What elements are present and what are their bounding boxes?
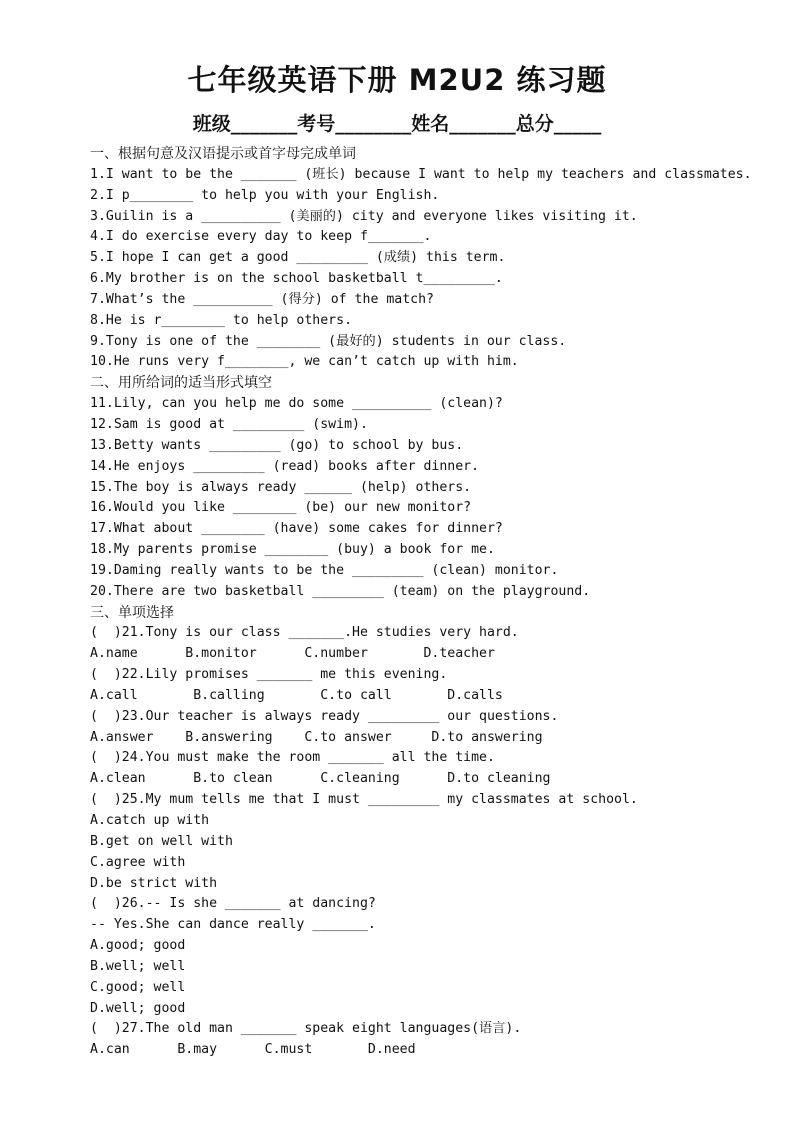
question-line: ( )26.-- Is she _______ at dancing? xyxy=(90,896,376,912)
question-line: 9.Tony is one of the ________ (最好的) students in our class. xyxy=(90,333,567,349)
question-line: 20.There are two basketball _________ (team) on the playground. xyxy=(90,583,591,599)
question-line: 7.What’s the __________ (得分) of the match? xyxy=(90,291,434,307)
option-line: D.be strict with xyxy=(90,875,218,891)
question-line: 2.I p________ to help you with your English. xyxy=(90,187,440,203)
question-line: 13.Betty wants _________ (go) to school by bus. xyxy=(90,437,464,453)
question-line: ( )22.Lily promises _______ me this evening. xyxy=(90,667,448,683)
option-line: C.agree with xyxy=(90,854,186,870)
question-line: 14.He enjoys _________ (read) books after dinner. xyxy=(90,458,480,474)
options-line: A.call B.calling C.to call D.calls xyxy=(90,687,503,703)
option-line: C.good; well xyxy=(90,979,186,995)
question-line: 19.Daming really wants to be the _________ (clean) monitor. xyxy=(90,562,559,578)
question-line: ( )25.My mum tells me that I must _________ my classmates at school. xyxy=(90,792,638,808)
question-line: ( )24.You must make the room _______ all the time. xyxy=(90,750,495,766)
question-line: ( )23.Our teacher is always ready _________ our questions. xyxy=(90,708,559,724)
question-line: 17.What about ________ (have) some cakes for dinner? xyxy=(90,521,503,537)
question-line: 16.Would you like ________ (be) our new monitor? xyxy=(90,500,472,516)
question-line: 5.I hope I can get a good _________ (成绩) this term. xyxy=(90,250,506,266)
question-line: 11.Lily, can you help me do some __________ (clean)? xyxy=(90,396,503,412)
question-line: -- Yes.She can dance really _______. xyxy=(90,917,376,933)
question-line: 4.I do exercise every day to keep f_______. xyxy=(90,229,432,245)
section-heading: 三、单项选择 xyxy=(90,604,174,621)
page-title: 七年级英语下册 M2U2 练习题 xyxy=(187,63,607,97)
section-heading: 一、根据句意及汉语提示或首字母完成单词 xyxy=(90,146,356,162)
options-line: A.can B.may C.must D.need xyxy=(90,1042,416,1058)
question-line: ( )27.The old man _______ speak eight languages(语言). xyxy=(90,1021,522,1037)
options-line: A.clean B.to clean C.cleaning D.to cleaning xyxy=(90,771,551,787)
student-info-line: 班级_______考号________姓名_______总分_____ xyxy=(192,113,602,135)
question-line: 3.Guilin is a __________ (美丽的) city and everyone likes visiting it. xyxy=(90,208,638,224)
question-line: 15.The boy is always ready ______ (help) others. xyxy=(90,479,472,495)
question-line: 12.Sam is good at _________ (swim). xyxy=(90,416,368,432)
option-line: B.get on well with xyxy=(90,833,233,849)
worksheet-body xyxy=(90,144,770,1061)
section-heading: 二、用所给词的适当形式填空 xyxy=(90,375,272,392)
question-line: 6.My brother is on the school basketball t_________. xyxy=(90,271,503,287)
option-line: A.good; good xyxy=(90,938,186,954)
question-line: 1.I want to be the _______ (班长) because I want to help my teachers and classmates. xyxy=(90,166,752,182)
option-line: B.well; well xyxy=(90,958,186,974)
question-line: 10.He runs very f________, we can’t catch up with him. xyxy=(90,354,519,370)
option-line: A.catch up with xyxy=(90,813,210,828)
options-line: A.answer B.answering C.to answer D.to answering xyxy=(90,729,543,745)
option-line: D.well; good xyxy=(90,1000,186,1016)
question-line: ( )21.Tony is our class _______.He studies very hard. xyxy=(90,625,519,641)
options-line: A.name B.monitor C.number D.teacher xyxy=(90,646,495,662)
question-line: 18.My parents promise ________ (buy) a book for me. xyxy=(90,542,495,558)
question-line: 8.He is r________ to help others. xyxy=(90,312,353,328)
